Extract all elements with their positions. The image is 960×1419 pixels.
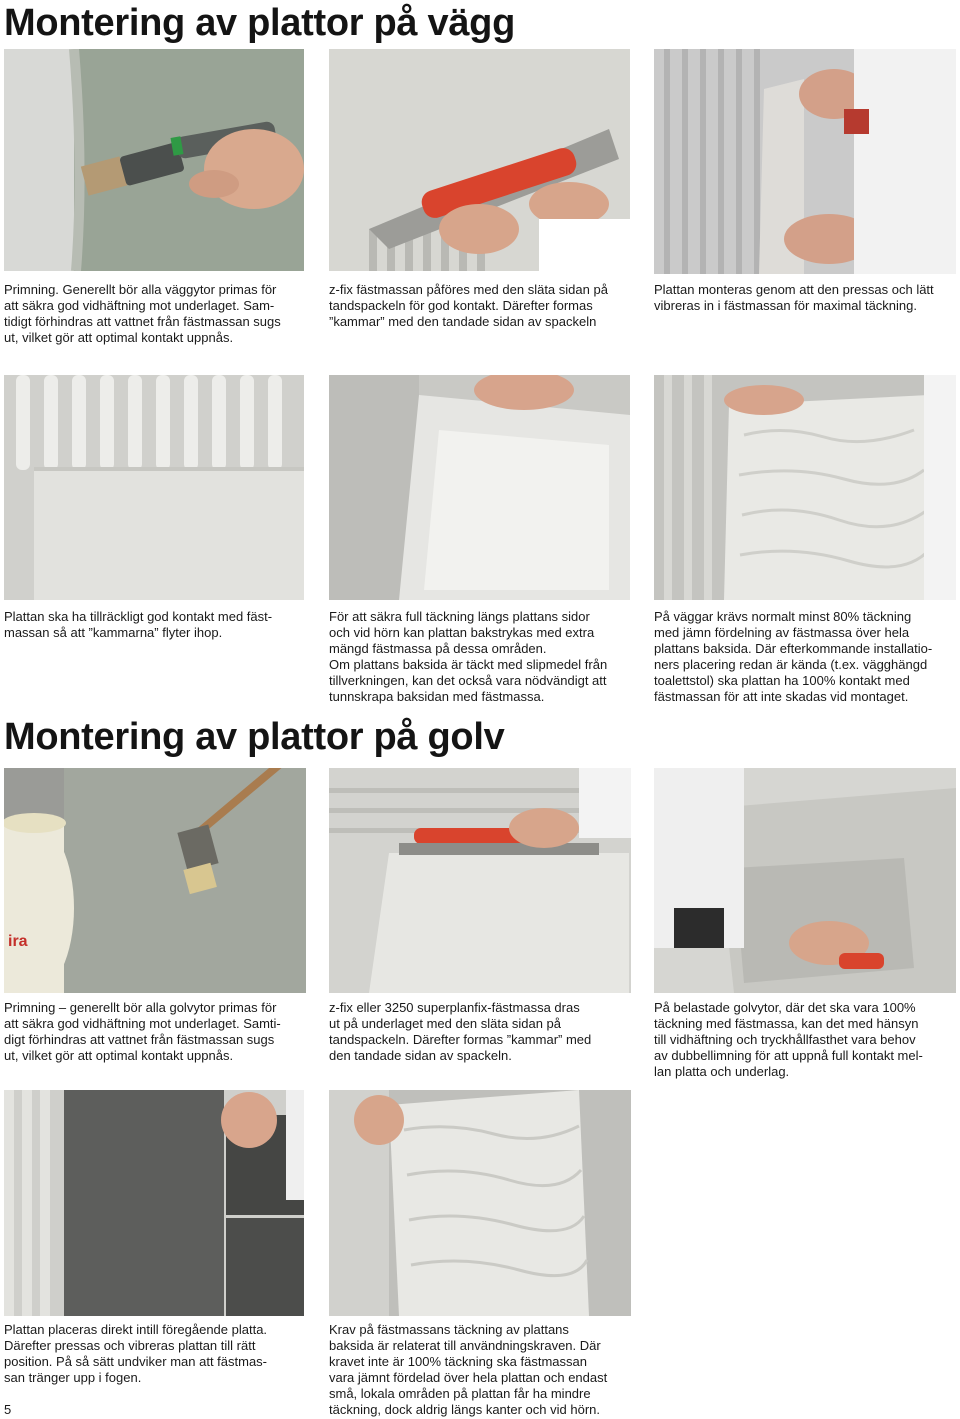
caption-wall-tile-pressing: Plattan monteras genom att den pressas och lätt vibreras in i fästmassan för maximal täckning.	[654, 282, 934, 313]
caption-floor-coverage-requirement: Krav på fästmassans täckning av plattans baksida är relaterat till användningskraven. Där kravet inte är 100% täckning ska fästmassan vara jämnt fördelad över hela plattan och endast små, lokala områden på plattan får ha mindre täckning, dock aldrig längs kanter och vid hörn.	[329, 1322, 608, 1417]
wall-section-heading: Montering av plattor på vägg	[4, 2, 515, 44]
caption-wall-back-buttering: För att säkra full täckning längs plattans sidor och vid hörn kan plattan bakstrykas med extra mängd fästmassa på dessa områden. Om plattans baksida är täckt med slipmedel från tillverkningen, kan det också vara nödvändigt att tunnskrapa baksidan med fästmassa.	[329, 609, 608, 704]
caption-wall-coverage-requirement: På väggar krävs normalt minst 80% täckning med jämn fördelning av fästmassa över hela plattans baksida. Där efterkommande installatio- ners placering redan är kända (t.ex. vägghängd toalettstol) ska plattan ha 100% kontakt med fästmassan för att inte skadas vid montaget.	[654, 609, 933, 704]
caption-floor-priming: Primning – generellt bör alla golvytor primas för att säkra god vidhäftning mot underlaget. Samti- digt förhindras att vattnet från fästmassan sugs ut, vilket gör att optimal kontakt uppnås.	[4, 1000, 281, 1063]
page-number: 5	[4, 1402, 12, 1417]
photo-floor-tile-back-coverage	[329, 1090, 631, 1316]
caption-wall-tile-contact: Plattan ska ha tillräckligt god kontakt med fäst- massan så att ”kammarna” flyter ihop.	[4, 609, 273, 640]
caption-floor-tile-placement: Plattan placeras direkt intill föregående platta. Därefter pressas och vibreras plattan till rätt position. På så sätt undviker man att fästmas- san tränger upp i fogen.	[4, 1322, 268, 1385]
caption-floor-double-buttering: På belastade golvytor, där det ska vara 100% täckning med fästmassa, kan det med hänsyn till vidhäftning och tryckhållfasthet vara behov av dubbellimning för att uppnå full kontakt mel- lan platta och underlag.	[654, 1000, 923, 1079]
photo-floor-tile-placement	[4, 1090, 304, 1316]
photo-floor-priming	[4, 768, 306, 993]
photo-wall-tile-pressing	[654, 49, 956, 274]
caption-wall-trowel-application: z-fix fästmassan påföres med den släta sidan på tandspackeln för god kontakt. Därefter formas ”kammar” med den tandade sidan av spackeln	[329, 282, 608, 329]
photo-wall-priming	[4, 49, 304, 271]
caption-wall-priming: Primning. Generellt bör alla väggytor primas för att säkra god vidhäftning mot underlaget. Sam- tidigt förhindras att vattnet från fästmassan sugs ut, vilket gör att optimal kontakt uppnås.	[4, 282, 281, 345]
photo-wall-trowel-application	[329, 49, 630, 271]
floor-section-heading: Montering av plattor på golv	[4, 716, 505, 758]
photo-wall-tile-back-coverage	[654, 375, 956, 600]
caption-floor-trowel-application: z-fix eller 3250 superplanfix-fästmassa dras ut på underlaget med den släta sidan på tandspackeln. Därefter formas ”kammar” med den tandade sidan av spackeln.	[329, 1000, 592, 1063]
photo-wall-tile-contact	[4, 375, 304, 600]
bucket-label: ira	[8, 933, 28, 950]
photo-floor-double-buttering	[654, 768, 956, 993]
photo-floor-trowel-application	[329, 768, 631, 993]
photo-wall-back-buttering	[329, 375, 630, 600]
